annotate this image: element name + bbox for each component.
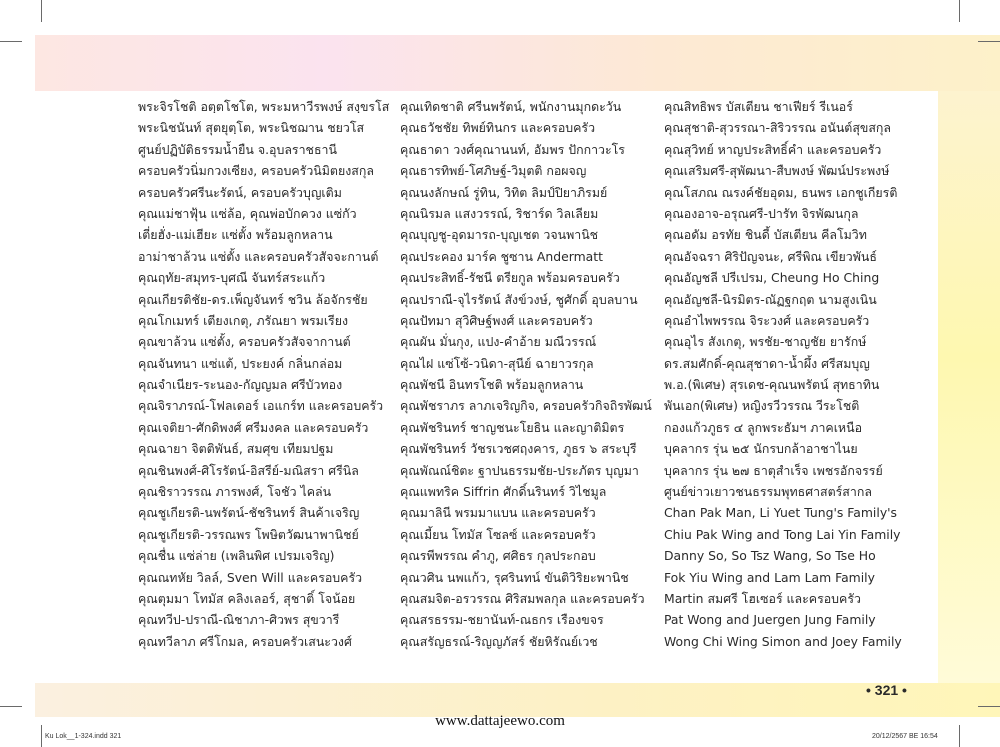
name-entry: คุณสิทธิพร บัสเตียน ชาเฟียร์ รีเนอร์ [664, 99, 853, 114]
name-entry: ครอบครัวศรีนะรัตน์, ครอบครัวบุญเติม [138, 184, 342, 200]
name-entry: Fok Yiu Wing and Lam Lam Family [664, 569, 875, 585]
slug-file-info: Ku Lok__1-324.indd 321 [45, 733, 122, 740]
name-entry: พ.อ.(พิเศษ) สุรเดช-คุณนพรัตน์ สุทธาทิน [664, 377, 880, 393]
name-entry: คุณจันทนา แซ่แต้, ประยงค์ กลิ่นกล่อม [138, 355, 343, 371]
name-entry: คุณเทิดชาติ ศรีนพรัตน์, พนักงานมุกดะวัน [400, 99, 622, 114]
name-entry: คุณเมี้ยน โทมัส โซลซ์ และครอบครัว [400, 526, 596, 542]
name-entry: คุณอำไพพรรณ จิระวงศ์ และครอบครัว [664, 312, 870, 328]
name-entry: คุณชื่น แซ่ล่าย (เพลินพิศ เปรมเจริญ) [138, 548, 335, 564]
name-entry: คุณโสภณ ณรงค์ชัยอุดม, ธนพร เอกชูเกียรติ [664, 184, 898, 200]
name-entry: คุณอุไร สังเกตุ, พรชัย-ชาญชัย ยารักษ์ [664, 334, 867, 350]
name-entry: คุณธวัชชัย ทิพย์ทินกร และครอบครัว [400, 120, 596, 136]
crop-mark [0, 706, 22, 707]
name-entry: คุณแม่ชาฟุ้น แซ่ล้อ, คุณพ่อบักควง แซ่กัว [138, 205, 357, 221]
name-entry: คุณประคอง มาร์ค ชูซาน Andermatt [400, 248, 603, 264]
name-entry: Chiu Pak Wing and Tong Lai Yin Family [664, 526, 901, 542]
name-entry: คุณแพทริค Siffrin ศักดิ์นรินทร์ วิไชมูล [400, 484, 607, 500]
name-entry: คุณธาดา วงศ์คุณานนท์, อัมพร ปักกาวะโร [400, 141, 625, 157]
name-entry: คุณสมจิต-อรวรรณ ศิริสมพลกุล และครอบครัว [400, 590, 645, 606]
name-column-3 [664, 96, 914, 652]
slug-date-info: 20/12/2567 BE 16:54 [872, 733, 938, 740]
name-entry: คุณณทหัย วิลล์, Sven Will และครอบครัว [138, 569, 363, 585]
name-entry: บุคลากร รุ่น ๒๕ นักรบกล้าอาชาไนย [664, 441, 858, 457]
name-entry: คุณฉายา จิตติพันธ์, สมศุข เทียมปฐม [138, 441, 334, 457]
name-entry: คุณปัทมา สุวิศิษฐ์พงศ์ และครอบครัว [400, 312, 593, 328]
name-entry: คุณอดัม อรทัย ชินดี้ บัสเตียน คีลโมวิท [664, 227, 867, 243]
name-entry: คุณเกียรติชัย-ดร.เพ็ญจันทร์ ชวิน ล้อจักรชัย [138, 291, 368, 307]
name-entry: พันเอก(พิเศษ) หญิงรวีวรรณ วีระโชติ [664, 398, 860, 414]
name-entry: คุณนงลักษณ์ รู่ทิน, วิทิต ลิมป์ปิยาภิรมย์ [400, 184, 608, 200]
name-entry: คุณไฝ แซ่โซ้-วนิดา-สุนีย์ ฉายาวรกุล [400, 355, 594, 371]
name-entry: คุณพัณณ์ชิตะ ฐาปนธรรมชัย-ประภัตร บุญมา [400, 462, 639, 478]
name-entry: ศูนย์ข่าวเยาวชนธรรมพุทธศาสตร์สากล [664, 484, 872, 500]
crop-mark [978, 706, 1000, 707]
name-entry: คุณชิราวรรณ ภารพงศ์, โจชัว ไคล่น [138, 484, 332, 500]
name-entry: คุณประสิทธิ์-รัชนี ตรียกูล พร้อมครอบครัว [400, 270, 620, 286]
name-entry: คุณบุญชู-อุดมารถ-บุญเชต วจนพานิช [400, 227, 599, 243]
name-entry: คุณผัน มั่นกุง, แปง-คำอ้าย มณีวรรณ์ [400, 334, 597, 350]
right-color-band [938, 91, 1000, 683]
name-entry: คุณชูเกียรติ-นพรัตน์-ชัชรินทร์ สินค้าเจริญ [138, 505, 360, 521]
top-color-band [35, 35, 1000, 91]
name-entry: คุณสุวิทย์ หาญประสิทธิ์คำ และครอบครัว [664, 141, 882, 157]
name-entry: บุคลากร รุ่น ๒๗ ธาตุสำเร็จ เพชรอักจรรย์ [664, 462, 883, 478]
name-entry: คุณสรธรรม-ชยานันท์-ณธกร เรืองขจร [400, 612, 604, 628]
name-entry: คุณรพีพรรณ คำภู, ศศิธร กุลประกอบ [400, 548, 596, 564]
name-entry: คุณมาลินี พรมมาแบน และครอบครัว [400, 505, 596, 521]
name-entry: คุณอัญชลี ปรีเปรม, Cheung Ho Ching [664, 270, 880, 286]
name-entry: คุณสรัญธรณ์-ริญญภัสร์ ชัยหิรัณย์เวช [400, 633, 598, 649]
bottom-color-band [35, 683, 1000, 717]
name-entry: พระนิชนันท์ สุตยุตฺโต, พระนิชฌาน ชยวโส [138, 120, 365, 136]
name-entry: คุณชินพงศ์-ศิโรรัตน์-อิสรีย์-มณิสรา ศรีนิล [138, 462, 359, 478]
name-entry: ดร.สมศักดิ์-คุณสุชาดา-น้ำผึ้ง ศรีสมบุญ [664, 355, 870, 371]
name-entry: Danny So, So Tsz Wang, So Tse Ho [664, 548, 876, 564]
page-number: • 321 • [866, 682, 907, 698]
name-entry: ครอบครัวนิ่มกวงเซียง, ครอบครัวนิมิตยงสกุล [138, 163, 374, 179]
name-entry: คุณอัจฉรา ศิริปัญจนะ, ศรีพิณ เขียวพันธ์ [664, 248, 877, 264]
name-entry: ศูนย์ปฏิบัติธรรมน้ำยืน จ.อุบลราชธานี [138, 141, 337, 157]
crop-mark [0, 41, 22, 42]
name-entry: คุณพัชนี อินทรโชติ พร้อมลูกหลาน [400, 377, 584, 393]
name-entry: Wong Chi Wing Simon and Joey Family [664, 633, 902, 649]
name-entry: คุณพัชรินทร์ วัชรเวชศฤงคาร, ภูธร ๖ สระบุรี [400, 441, 637, 457]
name-entry: คุณโกเมทร์ เตียงเกตุ, ภรัณยา พรมเรียง [138, 312, 349, 328]
name-entry: เตี่ยฮั่ง-แม่เฮียะ แซ่ตั้ง พร้อมลูกหลาน [138, 227, 333, 243]
crop-mark [959, 0, 960, 22]
name-entry: คุณนิรมล แสงวรรณ์, ริชาร์ด วิลเลียม [400, 205, 599, 221]
name-entry: คุณองอาจ-อรุณศรี-ปารัท จิรพัฒนกุล [664, 205, 859, 221]
name-entry: คุณสุชาติ-สุวรรณา-สิริวรรณ อนันต์สุขสกุล [664, 120, 892, 136]
name-entry: คุณวศิน นพแก้ว, รุศรินทน์ ขันติวิริยะพานิช [400, 569, 629, 585]
name-entry: กองแก้วภูธร ๔ ลูกพระธัมฯ ภาคเหนือ [664, 419, 863, 435]
name-entry: คุณพัชราภร ลาภเจริญกิจ, ครอบครัวกิจถิรพัฒน์ [400, 398, 652, 414]
name-entry: คุณเจติยา-ศักดิพงศ์ ศรีมงคล และครอบครัว [138, 419, 369, 435]
name-entry: อาม่าชาล้วน แซ่ตั้ง และครอบครัวสัจจะกานต์ [138, 248, 379, 264]
name-entry: คุณฤทัย-สมุทร-บุศณี จันทร์สระแก้ว [138, 270, 326, 286]
name-entry: คุณธารทิพย์-โศภิษฐ์-วิมุตติ กอผจญ [400, 163, 587, 179]
name-entry: คุณปราณี-จุไรรัตน์ สังข์วงษ์, ชูศักดิ์ อุบลบาน [400, 291, 638, 307]
name-column-2 [400, 96, 650, 652]
name-entry: คุณทวีลาภ ศรีโกมล, ครอบครัวเสนะวงศ์ [138, 633, 352, 649]
crop-mark [41, 0, 42, 22]
name-entry: คุณเสริมศรี-สุพัฒนา-สืบพงษ์ พัฒน์ประพงษ์ [664, 163, 890, 179]
name-entry: คุณทวีป-ปราณี-ณิชาภา-ศิวพร สุขวารี [138, 612, 340, 628]
website-url: www.dattajeewo.com [435, 713, 565, 729]
crop-mark [978, 41, 1000, 42]
name-entry: คุณจิราภรณ์-โฟลเดอร์ เอแกร์ท และครอบครัว [138, 398, 384, 414]
name-entry: คุณอัญชลี-นิรมิตร-ณัฏฐกฤต นามสูงเนิน [664, 291, 877, 307]
name-entry: Chan Pak Man, Li Yuet Tung's Family's [664, 505, 898, 521]
name-entry: คุณชูเกียรติ-วรรณพร โพษิตวัฒนาพานิชย์ [138, 526, 359, 542]
name-entry: คุณจำเนียร-ระนอง-กัญญมล ศรีบัวทอง [138, 377, 343, 393]
name-entry: Martin สมศรี โฮเซอร์ และครอบครัว [664, 590, 861, 606]
name-entry: Pat Wong and Juergen Jung Family [664, 612, 876, 628]
name-column-1 [138, 96, 388, 652]
name-entry: คุณพัชรินทร์ ชาญชนะโยธิน และญาติมิตร [400, 419, 625, 435]
name-entry: พระจิรโชติ อตฺตโชโต, พระมหาวีรพงษ์ สงฺขรโส [138, 99, 390, 114]
name-entry: คุณขาล้วน แซ่ตั้ง, ครอบครัวสัจจากานต์ [138, 334, 351, 350]
name-entry: คุณตุมมา โทมัส คลิงเลอร์, สุชาติ์ โจน้อย [138, 590, 356, 606]
